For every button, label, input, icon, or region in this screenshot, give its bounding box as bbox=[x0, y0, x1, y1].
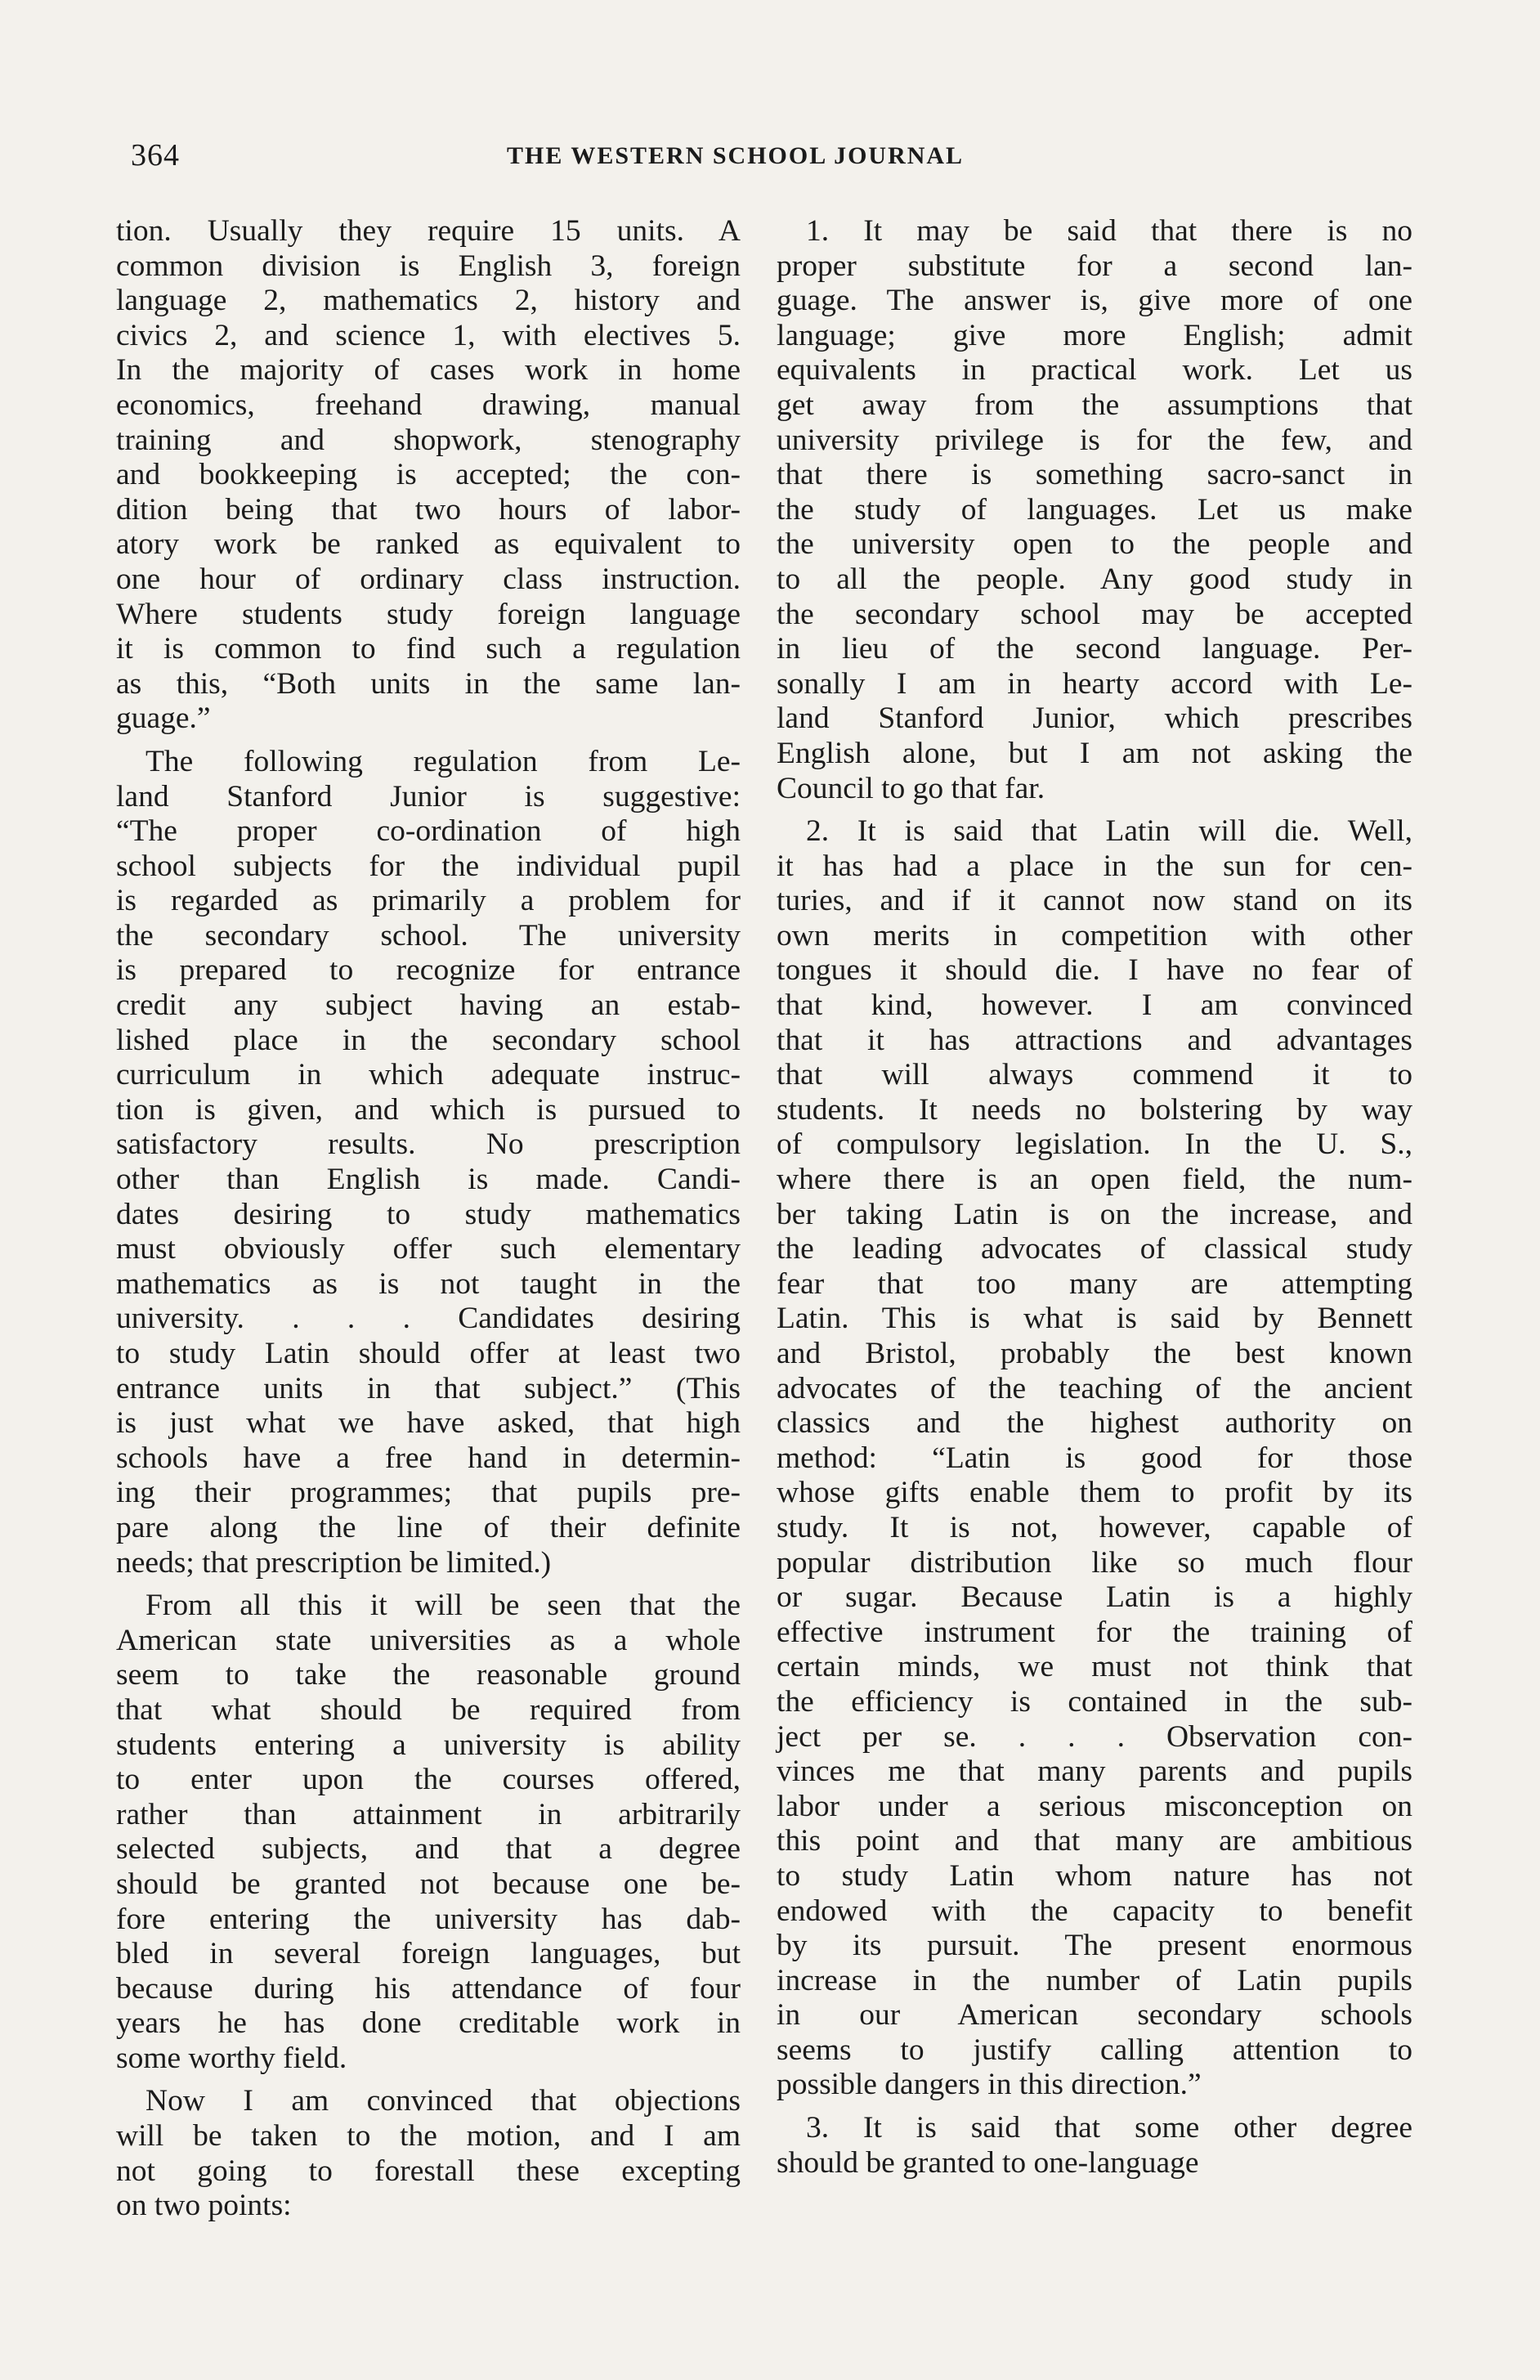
left-column-paragraph bbox=[116, 1589, 741, 2076]
text-line: American state universities as a whole bbox=[116, 1623, 741, 1657]
text-line: 1. It may be said that there is no bbox=[806, 214, 1412, 248]
text-line: school subjects for the individual pupil bbox=[116, 849, 741, 883]
text-line: tion is given, and which is pursued to bbox=[116, 1092, 741, 1127]
text-line: that there is something sacro-sanct in bbox=[777, 458, 1412, 492]
text-line: equivalents in practical work. Let us bbox=[777, 353, 1412, 388]
text-line: the secondary school may be accepted bbox=[777, 597, 1412, 631]
left-column-paragraph bbox=[116, 214, 741, 737]
text-line: popular distribution like so much flour bbox=[777, 1545, 1412, 1580]
text-line: must obviously offer such elementary bbox=[116, 1232, 741, 1266]
text-line: will be taken to the motion, and I am bbox=[116, 2119, 741, 2154]
text-line: labor under a serious misconception on bbox=[777, 1789, 1412, 1823]
text-line: seem to take the reasonable ground bbox=[116, 1658, 741, 1692]
text-line: tongues it should die. I have no fear of bbox=[777, 953, 1412, 988]
text-line: by its pursuit. The present enormous bbox=[777, 1929, 1412, 1963]
text-line: to study Latin whom nature has not bbox=[777, 1858, 1412, 1893]
text-line: pare along the line of their definite bbox=[116, 1510, 741, 1544]
text-line: 2. It is said that Latin will die. Well, bbox=[806, 814, 1412, 849]
right-column-paragraph bbox=[777, 214, 1412, 806]
text-line: that kind, however. I am convinced bbox=[777, 988, 1412, 1023]
text-line: own merits in competition with other bbox=[777, 918, 1412, 952]
text-line: where there is an open field, the num- bbox=[777, 1163, 1412, 1197]
text-line: training and shopwork, stenography bbox=[116, 423, 741, 457]
text-line: ject per se. . . . Observation con- bbox=[777, 1719, 1412, 1754]
text-line: advocates of the teaching of the ancient bbox=[777, 1371, 1412, 1405]
text-line: vinces me that many parents and pupils bbox=[777, 1755, 1412, 1789]
text-line: and bookkeeping is accepted; the con- bbox=[116, 458, 741, 492]
text-line: Latin. This is what is said by Bennett bbox=[777, 1302, 1412, 1336]
text-line: or sugar. Because Latin is a highly bbox=[777, 1580, 1412, 1615]
text-line: ber taking Latin is on the increase, and bbox=[777, 1197, 1412, 1231]
text-line: not going to forestall these excepting bbox=[116, 2154, 741, 2188]
text-line: schools have a free hand in determin- bbox=[116, 1441, 741, 1475]
text-line: guage. The answer is, give more of one bbox=[777, 284, 1412, 318]
text-line: Where students study foreign language bbox=[116, 597, 741, 631]
text-line: economics, freehand drawing, manual bbox=[116, 388, 741, 422]
text-line: of compulsory legislation. In the U. S., bbox=[777, 1127, 1412, 1162]
text-line: dition being that two hours of labor- bbox=[116, 492, 741, 527]
text-line: lished place in the secondary school bbox=[116, 1023, 741, 1057]
text-line: rather than attainment in arbitrarily bbox=[116, 1797, 741, 1831]
text-line: to all the people. Any good study in bbox=[777, 562, 1412, 596]
text-line: mathematics as is not taught in the bbox=[116, 1266, 741, 1301]
text-line: civics 2, and science 1, with electives 5. bbox=[116, 318, 741, 352]
text-line: language 2, mathematics 2, history and bbox=[116, 284, 741, 318]
text-line: that it has attractions and advantages bbox=[777, 1023, 1412, 1057]
text-line: Now I am convinced that objections bbox=[145, 2084, 741, 2118]
text-line: whose gifts enable them to profit by its bbox=[777, 1476, 1412, 1510]
text-line: endowed with the capacity to benefit bbox=[777, 1894, 1412, 1928]
text-line: in our American secondary schools bbox=[777, 1998, 1412, 2033]
text-line: the leading advocates of classical study bbox=[777, 1232, 1412, 1266]
text-line: curriculum in which adequate instruc- bbox=[116, 1058, 741, 1092]
text-line: to enter upon the courses offered, bbox=[116, 1763, 741, 1797]
text-line: The following regulation from Le- bbox=[145, 744, 741, 778]
left-column-paragraph bbox=[116, 745, 741, 1580]
text-line: other than English is made. Candi- bbox=[116, 1163, 741, 1197]
text-line: increase in the number of Latin pupils bbox=[777, 1963, 1412, 1997]
text-line: Council to go that far. bbox=[777, 771, 1045, 805]
text-line: that will always commend it to bbox=[777, 1058, 1412, 1092]
text-line: seems to justify calling attention to bbox=[777, 2033, 1412, 2067]
text-line: because during his attendance of four bbox=[116, 1971, 741, 2006]
text-line: on two points: bbox=[116, 2189, 292, 2223]
text-line: fear that too many are attempting bbox=[777, 1266, 1412, 1301]
text-line: dates desiring to study mathematics bbox=[116, 1197, 741, 1231]
text-line: “The proper co-ordination of high bbox=[116, 814, 741, 849]
text-line: years he has done creditable work in bbox=[116, 2006, 741, 2041]
text-line: university. . . . Candidates desiring bbox=[116, 1302, 741, 1336]
text-line: ing their programmes; that pupils pre- bbox=[116, 1476, 741, 1510]
text-line: this point and that many are ambitious bbox=[777, 1824, 1412, 1858]
text-line: is regarded as primarily a problem for bbox=[116, 884, 741, 918]
text-line: students entering a university is ability bbox=[116, 1728, 741, 1762]
text-line: fore entering the university has dab- bbox=[116, 1902, 741, 1936]
left-column bbox=[116, 214, 741, 2224]
text-line: selected subjects, and that a degree bbox=[116, 1832, 741, 1867]
text-line: students. It needs no bolstering by way bbox=[777, 1092, 1412, 1127]
text-line: needs; that prescription be limited.) bbox=[116, 1545, 552, 1580]
running-head: THE WESTERN SCHOOL JOURNAL bbox=[507, 142, 965, 169]
right-column-paragraph bbox=[777, 2111, 1412, 2181]
text-line: guage.” bbox=[116, 701, 211, 736]
text-line: and Bristol, probably the best known bbox=[777, 1337, 1412, 1370]
text-line: that what should be required from bbox=[116, 1692, 741, 1727]
text-line: it has had a place in the sun for cen- bbox=[777, 849, 1412, 883]
text-line: it is common to find such a regulation bbox=[116, 632, 741, 666]
text-line: is just what we have asked, that high bbox=[116, 1406, 741, 1441]
text-line: bled in several foreign languages, but bbox=[116, 1937, 741, 1971]
text-line: to study Latin should offer at least two bbox=[116, 1337, 741, 1370]
text-line: English alone, but I am not asking the bbox=[777, 736, 1412, 770]
page-number: 364 bbox=[131, 138, 180, 173]
text-line: proper substitute for a second lan- bbox=[777, 249, 1412, 283]
text-line: the secondary school. The university bbox=[116, 918, 741, 952]
text-line: should be granted not because one be- bbox=[116, 1867, 741, 1901]
text-line: 3. It is said that some other degree bbox=[806, 2111, 1412, 2145]
text-line: the university open to the people and bbox=[777, 527, 1412, 562]
text-line: the study of languages. Let us make bbox=[777, 492, 1412, 527]
text-line: From all this it will be seen that the bbox=[145, 1589, 741, 1623]
text-line: method: “Latin is good for those bbox=[777, 1441, 1412, 1475]
text-line: tion. Usually they require 15 units. A bbox=[116, 214, 741, 248]
text-line: as this, “Both units in the same lan- bbox=[116, 666, 741, 701]
right-column-paragraph bbox=[777, 814, 1412, 2103]
text-line: atory work be ranked as equivalent to bbox=[116, 527, 741, 562]
left-column-paragraph bbox=[116, 2084, 741, 2223]
text-line: turies, and if it cannot now stand on its bbox=[777, 884, 1412, 918]
text-line: one hour of ordinary class instruction. bbox=[116, 562, 741, 596]
text-line: is prepared to recognize for entrance bbox=[116, 953, 741, 988]
text-line: study. It is not, however, capable of bbox=[777, 1510, 1412, 1544]
text-line: entrance units in that subject.” (This bbox=[116, 1371, 741, 1405]
text-line: in lieu of the second language. Per- bbox=[777, 632, 1412, 666]
text-line: land Stanford Junior, which prescribes bbox=[777, 701, 1412, 736]
text-line: university privilege is for the few, and bbox=[777, 423, 1412, 457]
text-line: some worthy field. bbox=[116, 2041, 347, 2075]
text-line: should be granted to one-language bbox=[777, 2145, 1199, 2180]
text-line: possible dangers in this direction.” bbox=[777, 2068, 1202, 2102]
text-line: effective instrument for the training of bbox=[777, 1615, 1412, 1649]
text-line: common division is English 3, foreign bbox=[116, 249, 741, 283]
text-line: credit any subject having an estab- bbox=[116, 988, 741, 1023]
text-line: sonally I am in hearty accord with Le- bbox=[777, 666, 1412, 701]
text-line: In the majority of cases work in home bbox=[116, 353, 741, 388]
text-line: land Stanford Junior is suggestive: bbox=[116, 779, 741, 814]
text-line: language; give more English; admit bbox=[777, 318, 1412, 352]
text-line: get away from the assumptions that bbox=[777, 388, 1412, 422]
right-column bbox=[777, 214, 1412, 2181]
text-line: classics and the highest authority on bbox=[777, 1406, 1412, 1441]
text-line: the efficiency is contained in the sub- bbox=[777, 1684, 1412, 1719]
text-line: certain minds, we must not think that bbox=[777, 1650, 1412, 1684]
text-line: satisfactory results. No prescription bbox=[116, 1127, 741, 1162]
